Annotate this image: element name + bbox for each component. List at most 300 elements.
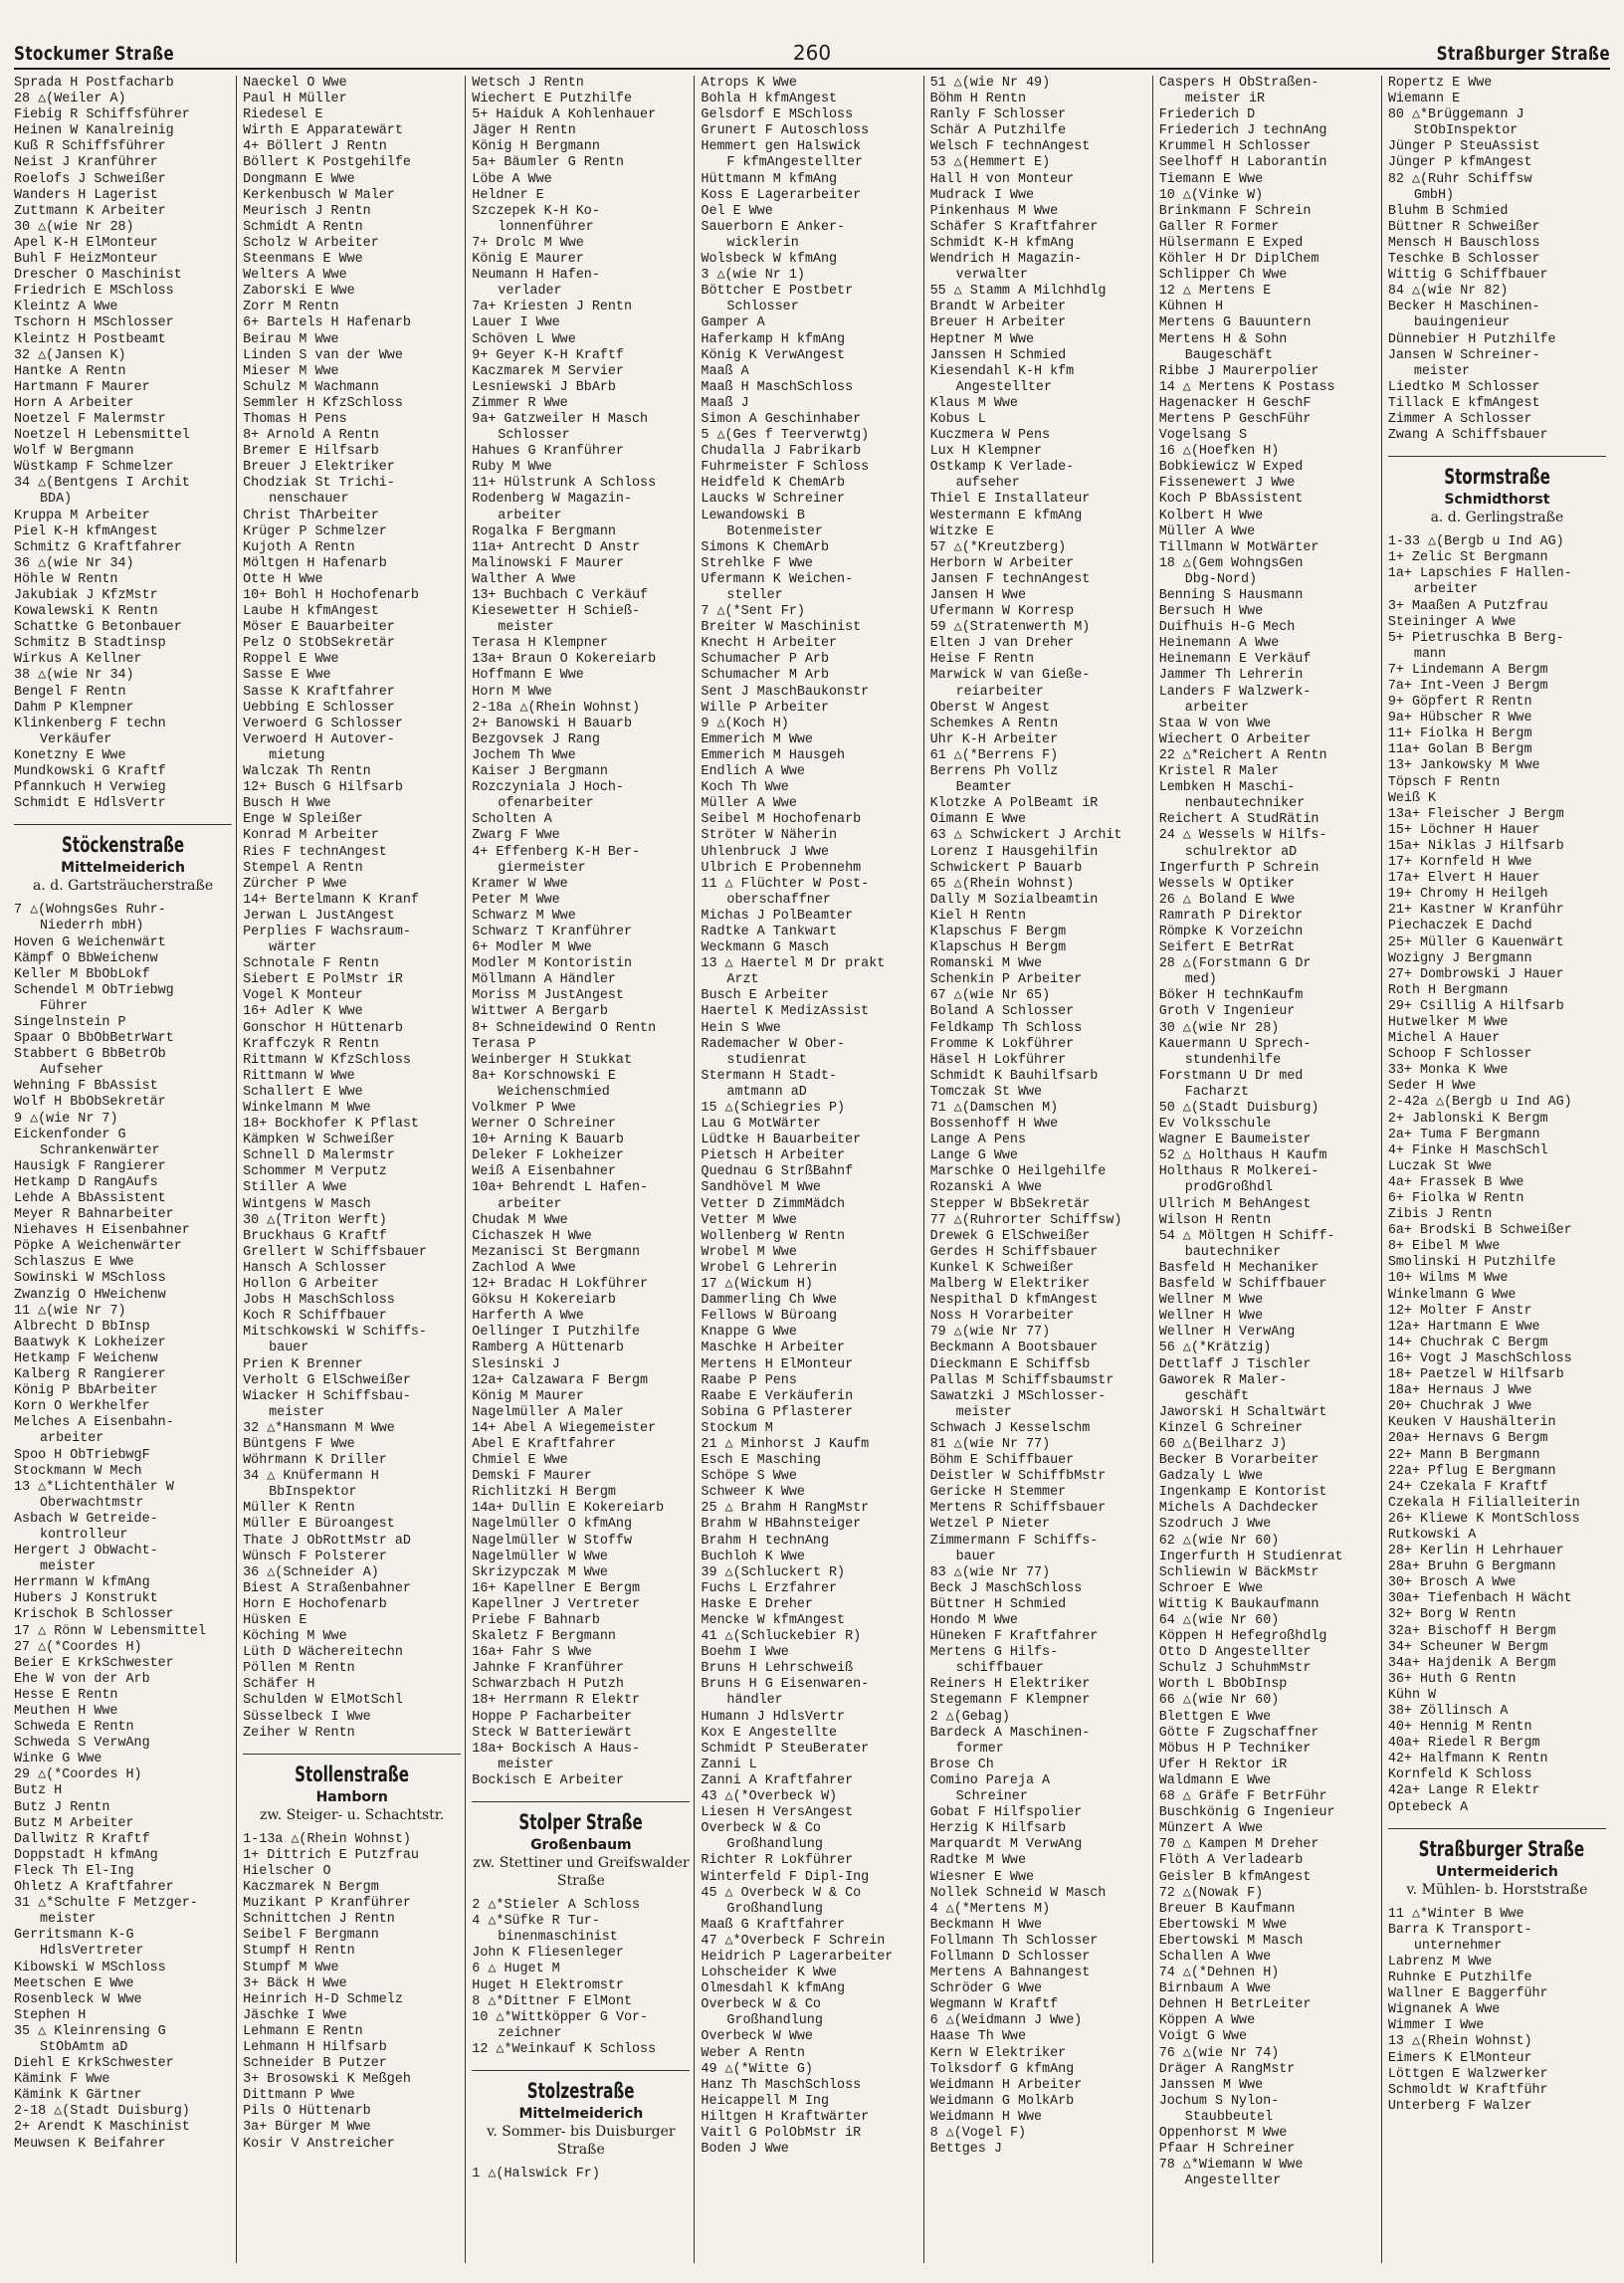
directory-entry: Heinemann E Verkäuf: [1158, 652, 1312, 668]
directory-entry: Heptner M Wwe: [929, 331, 1035, 347]
directory-entry: 4+ Effenberg K-H Ber-: [472, 844, 641, 860]
directory-entry: Hondo M Wwe: [929, 1613, 1018, 1628]
directory-entry: 53 △(Hemmert E): [929, 155, 1051, 171]
directory-entry: Schmidt K-H kfmAng: [929, 235, 1075, 251]
directory-entry: Kinzel G Schreiner: [1158, 1420, 1304, 1436]
directory-entry: Wirkus A Kellner: [14, 652, 142, 668]
directory-entry: 12+ Bradac H Lokführer: [472, 1277, 649, 1293]
directory-entry: Michas J PolBeamter: [701, 908, 854, 924]
directory-entry: Feldkamp Th Schloss: [929, 1020, 1083, 1036]
directory-entry: Fleck Th El-Ing: [14, 1863, 134, 1879]
directory-entry: Atrops K Wwe: [701, 76, 797, 91]
directory-entry: Großhandlung: [726, 1837, 823, 1853]
directory-entry: Münzert A Wwe: [1158, 1821, 1264, 1837]
directory-entry: Stephen H: [14, 2007, 87, 2023]
directory-entry: Hergert J ObWacht-: [14, 1544, 158, 1559]
street-section-header: [472, 2070, 690, 2159]
directory-entry: 7+ Lindemann A Bergm: [1387, 662, 1548, 678]
directory-entry: Schmoldt W Kraftführ: [1387, 2082, 1548, 2098]
directory-entry: 7 △(*Sent Fr): [701, 604, 805, 620]
directory-entry: 21+ Kastner W Kranführ: [1387, 903, 1564, 919]
directory-entry: Möbus H P Techniker: [1158, 1741, 1312, 1757]
directory-entry: Deistler W SchiffbMstr: [929, 1469, 1107, 1485]
directory-entry: Zorr M Rentn: [243, 300, 339, 315]
directory-entry: steller: [726, 588, 783, 603]
directory-entry: Hiltgen H Kraftwärter: [701, 2109, 870, 2125]
directory-entry: Hüttmann M kfmAng: [701, 171, 838, 187]
directory-entry: Albrecht D BbInsp: [14, 1319, 150, 1335]
directory-entry: Köppen A Wwe: [1158, 2013, 1256, 2029]
directory-entry: wicklerin: [726, 235, 799, 251]
directory-entry: Christ ThArbeiter: [243, 508, 379, 523]
directory-entry: Ufermann K Weichen-: [701, 571, 854, 587]
directory-entry: 2-18 △(Stadt Duisburg): [14, 2104, 190, 2120]
directory-entry: Dbg-Nord): [1184, 571, 1258, 587]
directory-entry: 14a+ Dullin E Kokereiarb: [472, 1501, 665, 1517]
directory-entry: Luczak St Wwe: [1387, 1158, 1493, 1174]
directory-entry: Seelhoff H Laborantin: [1158, 155, 1327, 171]
directory-entry: 34 △ Knüfermann H: [243, 1469, 379, 1485]
directory-entry: Heidfeld K ChemArb: [701, 476, 846, 492]
directory-entry: Benning S Hausmann: [1158, 588, 1304, 603]
directory-entry: Bockisch E Arbeiter: [472, 1772, 624, 1788]
directory-entry: Mertens H ElMonteur: [701, 1356, 854, 1372]
street-section-header: [14, 824, 232, 895]
directory-entry: Prien K Brenner: [243, 1356, 363, 1372]
directory-entry: Kern W Elektriker: [929, 2045, 1067, 2061]
directory-entry: Jünger P SteuAssist: [1387, 139, 1540, 155]
directory-entry: Paul H Müller: [243, 92, 347, 107]
directory-entry: 62 △(wie Nr 60): [1158, 1533, 1280, 1549]
directory-entry: Büttner H Schmied: [929, 1596, 1067, 1612]
directory-entry: Chudalla J Fabrikarb: [701, 444, 862, 460]
directory-entry: Schemkes A Rentn: [929, 716, 1059, 731]
directory-entry: Heinen W Kanalreinig: [14, 123, 174, 139]
directory-entry: Fuchs L Erzfahrer: [701, 1580, 838, 1596]
directory-entry: Ramberg A Hüttenarb: [472, 1341, 624, 1356]
directory-entry: verlader: [498, 284, 562, 300]
directory-entry: Peter M Wwe: [472, 892, 560, 908]
directory-entry: Pelz O StObSekretär: [243, 636, 395, 652]
directory-entry: Hahues G Kranführer: [472, 444, 624, 460]
directory-entry: Szodruch J Wwe: [1158, 1517, 1272, 1533]
directory-entry: Radtke A Tankwart: [701, 924, 838, 939]
directory-entry: 8+ Eibel M Wwe: [1387, 1239, 1501, 1255]
directory-entry: Oellinger I Putzhilfe: [472, 1325, 641, 1341]
directory-entry: Pinkenhaus M Wwe: [929, 203, 1059, 219]
directory-entry: Simons K ChemArb: [701, 539, 829, 555]
directory-entry: Heise F Rentn: [929, 652, 1035, 668]
directory-entry: 12a+ Hartmann E Wwe: [1387, 1319, 1540, 1335]
directory-entry: Rademacher W Ober-: [701, 1036, 846, 1052]
directory-entry: Ullrich M BehAngest: [1158, 1196, 1312, 1212]
directory-entry: 1 △(Halswick Fr): [472, 2166, 600, 2181]
directory-entry: Zuttmann K Arbeiter: [14, 203, 166, 219]
directory-entry: Grellert W Schiffsbauer: [243, 1244, 427, 1260]
directory-entry: Hülsermann E Exped: [1158, 235, 1304, 251]
directory-entry: 26 △ Boland E Wwe: [1158, 892, 1296, 908]
directory-entry: Demski F Maurer: [472, 1469, 592, 1485]
directory-entry: Geisler B kfmAngest: [1158, 1869, 1312, 1885]
directory-entry: Böhm H Rentn: [929, 92, 1026, 107]
directory-entry: Lau G MotWärter: [701, 1117, 821, 1133]
directory-entry: 34+ Scheuner W Bergm: [1387, 1639, 1548, 1655]
column-2: [236, 76, 465, 2263]
directory-entry: 18+ Bockhofer K Pflast: [243, 1117, 419, 1133]
directory-entry: Piechaczek E Dachd: [1387, 919, 1532, 934]
directory-entry: Herrmann W kfmAng: [14, 1575, 150, 1591]
directory-entry: Groth V Ingenieur: [1158, 1004, 1296, 1020]
directory-entry: 5 △(Ges f Teerverwtg): [701, 428, 870, 444]
directory-entry: Waldmann E Wwe: [1158, 1772, 1272, 1788]
directory-entry: Zimmermann F Schiffs-: [929, 1533, 1099, 1549]
directory-entry: Bruns H Lehrschweiß: [701, 1661, 854, 1677]
directory-entry: 10+ Bohl H Hochofenarb: [243, 588, 419, 603]
directory-entry: Sandhövel M Wwe: [701, 1180, 821, 1196]
directory-entry: Mertens A Bahnangest: [929, 1966, 1091, 1981]
directory-entry: Sasse E Wwe: [243, 668, 331, 684]
directory-entry: Baatwyk K Lokheizer: [14, 1335, 166, 1350]
directory-entry: Bersuch H Wwe: [1158, 604, 1264, 620]
directory-entry: Weckmann G Masch: [701, 940, 829, 956]
directory-entry: Stermann H Stadt-: [701, 1068, 838, 1084]
directory-entry: bauingenieur: [1413, 315, 1511, 331]
directory-entry: Lembken H Maschi-: [1158, 780, 1296, 796]
directory-entry: Tillmann W MotWärter: [1158, 539, 1320, 555]
directory-entry: 18a+ Hernaus J Wwe: [1387, 1383, 1532, 1399]
directory-entry: 78 △*Wiemann W Wwe: [1158, 2158, 1304, 2174]
directory-entry: Radtke M Wwe: [929, 1853, 1026, 1869]
directory-entry: schulrektor aD: [1184, 844, 1298, 860]
directory-entry: Koch P BbAssistent: [1158, 492, 1304, 508]
directory-entry: 13 △ Haertel M Dr prakt: [701, 956, 886, 972]
directory-entry: 30 △(wie Nr 28): [14, 219, 134, 235]
directory-entry: Schulz J SchuhmMstr: [1158, 1661, 1312, 1677]
directory-entry: Ingerfurth H Studienrat: [1158, 1549, 1343, 1564]
street-name: Straßburger Straße: [1418, 1836, 1584, 1861]
directory-entry: 12 △ Mertens E: [1158, 284, 1272, 300]
directory-entry: Boehm I Wwe: [701, 1645, 789, 1661]
directory-entry: 79 △(wie Nr 77): [929, 1325, 1051, 1341]
directory-entry: Brahm W HBahnsteiger: [701, 1517, 862, 1533]
directory-entry: Bluhm B Schmied: [1387, 203, 1509, 219]
directory-entry: Schweer K Wwe: [701, 1485, 805, 1501]
directory-entry: Optebeck A: [1387, 1799, 1469, 1815]
directory-entry: 11 △ Flüchter W Post-: [701, 876, 870, 892]
directory-entry: Pfaar H Schreiner: [1158, 2142, 1296, 2158]
directory-entry: Berrens Ph Vollz: [929, 764, 1059, 780]
directory-entry: Roppel E Wwe: [243, 652, 339, 668]
directory-entry: Arzt: [726, 972, 759, 988]
directory-entry: 72 △(Nowak F): [1158, 1885, 1264, 1901]
directory-entry: reiarbeiter: [955, 684, 1044, 700]
directory-entry: Skrizypczak M Wwe: [472, 1564, 608, 1580]
directory-entry: Lorenz I Hausgehilfin: [929, 844, 1099, 860]
directory-entry: Schäfer S Kraftfahrer: [929, 219, 1099, 235]
directory-entry: Oberst W Angest: [929, 700, 1051, 716]
directory-entry: Nagelmüller W Stoffw: [472, 1533, 632, 1549]
directory-entry: Klotzke A PolBeamt iR: [929, 796, 1099, 812]
directory-entry: 2-42a △(Bergb u Ind AG): [1387, 1095, 1572, 1111]
directory-entry: 12a+ Calzawara F Bergm: [472, 1372, 649, 1388]
directory-entry: Staubbeutel: [1184, 2109, 1274, 2125]
directory-entry: Horn M Wwe: [472, 684, 552, 700]
directory-entry: Konrad M Arbeiter: [243, 828, 379, 844]
directory-entry: Stepper W BbSekretär: [929, 1196, 1091, 1212]
directory-entry: HdlsVertreter: [40, 1944, 144, 1960]
directory-entry: Gamper A: [701, 315, 765, 331]
directory-entry: 10 △(Vinke W): [1158, 187, 1264, 203]
directory-entry: Verwoerd H Autover-: [243, 731, 395, 747]
directory-entry: Wittwer A Bergarb: [472, 1004, 608, 1020]
directory-entry: Kühnen H: [1158, 300, 1223, 315]
directory-entry: 5a+ Bäumler G Rentn: [472, 155, 624, 171]
directory-entry: Lange A Pens: [929, 1133, 1026, 1148]
directory-entry: 13a+ Fleischer J Bergm: [1387, 806, 1564, 822]
directory-entry: Comino Pareja A: [929, 1772, 1051, 1788]
directory-entry: Buchloh K Wwe: [701, 1549, 805, 1564]
directory-entry: Wüstkamp F Schmelzer: [14, 460, 174, 476]
directory-entry: Jansen H Wwe: [929, 588, 1026, 603]
directory-entry: meister: [1413, 363, 1471, 379]
directory-entry: Marschke O Heilgehilfe: [929, 1164, 1107, 1180]
directory-entry: Overbeck W Wwe: [701, 2029, 813, 2045]
directory-entry: 11+ Hülstrunk A Schloss: [472, 476, 657, 492]
directory-entry: nenbautechniker: [1184, 796, 1306, 812]
directory-entry: Mezanisci St Bergmann: [472, 1244, 641, 1260]
directory-entry: Kunkel K Schweißer: [929, 1260, 1075, 1276]
directory-entry: Schmidt E HdlsVertr: [14, 796, 166, 812]
directory-entry: ofenarbeiter: [498, 796, 594, 812]
directory-entry: Ramrath P Direktor: [1158, 908, 1304, 924]
directory-entry: meister: [498, 1757, 554, 1772]
directory-entry: 2 △(Gebag): [929, 1709, 1010, 1725]
directory-entry: Modler M Kontoristin: [472, 956, 632, 972]
directory-entry: 80 △*Brüggemann J: [1387, 107, 1524, 123]
directory-entry: Fissenewert J Wwe: [1158, 476, 1296, 492]
directory-entry: Nagelmüller A Maler: [472, 1404, 624, 1420]
column-7: [1381, 76, 1610, 2263]
directory-entry: Jobs H MaschSchloss: [243, 1293, 395, 1309]
directory-entry: Kowalewski K Rentn: [14, 604, 158, 620]
directory-entry: Knecht H Arbeiter: [701, 636, 838, 652]
directory-entry: Reiners H Elektriker: [929, 1677, 1091, 1693]
directory-entry: 28a+ Bruhn G Bergmann: [1387, 1559, 1556, 1575]
directory-entry: Schulz M Wachmann: [243, 379, 379, 395]
directory-entry: mietung: [269, 747, 325, 763]
directory-entry: Sawatzki J MSchlosser-: [929, 1388, 1107, 1404]
directory-entry: Kruppa M Arbeiter: [14, 508, 150, 523]
street-name: Stolper Straße: [518, 1810, 644, 1835]
directory-entry: Stumpf M Wwe: [243, 1960, 339, 1975]
directory-entry: Jäger H Rentn: [472, 123, 576, 139]
street-range: a. d. Gerlingstraße: [1430, 510, 1564, 526]
directory-entry: Wille P Arbeiter: [701, 700, 829, 716]
directory-entry: 17 △ Rönn W Lebensmittel: [14, 1623, 206, 1639]
directory-entry: Klaus M Wwe: [929, 395, 1018, 411]
directory-entry: Wittig K Baukaufmann: [1158, 1596, 1320, 1612]
directory-entry: Nollek Schneid W Masch: [929, 1885, 1107, 1901]
directory-entry: 66 △(wie Nr 60): [1158, 1693, 1280, 1709]
directory-entry: Neumann H Hafen-: [472, 268, 600, 284]
directory-entry: 4 △(*Mertens M): [929, 1901, 1051, 1917]
directory-entry: Laube H kfmAngest: [243, 604, 379, 620]
directory-entry: Sobina G Pflasterer: [701, 1404, 854, 1420]
directory-entry: Schendel M ObTriebwg: [14, 982, 174, 998]
directory-entry: giermeister: [498, 860, 586, 876]
directory-entry: Schröder G Wwe: [929, 1981, 1043, 1997]
directory-entry: 71 △(Damschen M): [929, 1101, 1059, 1116]
directory-entry: Asbach W Getreide-: [14, 1511, 158, 1527]
directory-entry: 43 △(*Overbeck W): [701, 1789, 838, 1805]
directory-entry: Dallwitz R Kraftf: [14, 1831, 150, 1847]
directory-entry: Gelsdorf E MSchloss: [701, 107, 854, 123]
directory-entry: 4 △*Süfke R Tur-: [472, 1914, 600, 1930]
directory-entry: Wetzel P Nieter: [929, 1517, 1051, 1533]
directory-entry: Schmidt A Rentn: [243, 219, 363, 235]
directory-entry: 52 △ Holthaus H Kaufm: [1158, 1148, 1327, 1164]
directory-entry: Beamter: [955, 780, 1012, 796]
directory-entry: 18 △(Gem WohngsGen: [1158, 555, 1304, 571]
directory-entry: Olmesdahl K kfmAng: [701, 1981, 846, 1997]
directory-entry: Harferth A Wwe: [472, 1309, 584, 1325]
directory-entry: 30 △(Triton Werft): [243, 1212, 387, 1228]
directory-entry: Simon A Geschinhaber: [701, 411, 862, 427]
directory-entry: Friederich D: [1158, 107, 1256, 123]
directory-entry: Mertens H & Sohn: [1158, 331, 1288, 347]
directory-entry: 30a+ Tiefenbach H Wächt: [1387, 1591, 1572, 1607]
directory-entry: Zimmer R Wwe: [472, 395, 568, 411]
directory-entry: 28 △(Forstmann G Dr: [1158, 956, 1312, 972]
directory-entry: Jammer Th Lehrerin: [1158, 668, 1304, 684]
directory-entry: Koch Th Wwe: [701, 780, 789, 796]
directory-entry: 38+ Zöllinsch A: [1387, 1704, 1509, 1719]
directory-entry: Knappe G Wwe: [701, 1325, 797, 1341]
directory-entry: Unterberg F Walzer: [1387, 2098, 1532, 2114]
directory-entry: Müller K Rentn: [243, 1501, 355, 1517]
directory-entry: 16+ Vogt J MaschSchloss: [1387, 1350, 1572, 1366]
directory-entry: 11+ Fiolka H Bergm: [1387, 726, 1532, 742]
directory-entry: 9 △(Koch H): [701, 716, 789, 731]
directory-entry: Terasa P: [472, 1036, 536, 1052]
directory-entry: Maaß A: [701, 363, 749, 379]
directory-entry: 24+ Czekala F Kraftf: [1387, 1479, 1548, 1495]
directory-entry: Jochum S Nylon-: [1158, 2093, 1280, 2109]
directory-entry: Winke G Wwe: [14, 1752, 102, 1767]
directory-entry: händler: [726, 1693, 783, 1709]
directory-entry: Weiß K: [1387, 790, 1437, 806]
directory-entry: Schroer E Wwe: [1158, 1580, 1264, 1596]
directory-entry: Scholten A: [472, 812, 552, 828]
directory-entry: Möltgen H Hafenarb: [243, 555, 387, 571]
directory-entry: Stempel A Rentn: [243, 860, 363, 876]
directory-entry: 25+ Müller G Kauenwärt: [1387, 934, 1564, 950]
directory-entry: Schommer M Verputz: [243, 1164, 387, 1180]
directory-entry: Becker B Vorarbeiter: [1158, 1453, 1320, 1469]
directory-entry: Beck J MaschSchloss: [929, 1580, 1083, 1596]
directory-entry: Seifert E BetrRat: [1158, 940, 1296, 956]
directory-entry: Busch H Wwe: [243, 796, 331, 812]
directory-entry: Dieckmann E Schiffsb: [929, 1356, 1091, 1372]
directory-entry: 18a+ Bockisch A Haus-: [472, 1741, 641, 1757]
directory-entry: Bruckhaus G Kraftf: [243, 1228, 387, 1244]
directory-entry: Dammerling Ch Wwe: [701, 1293, 838, 1309]
directory-entry: Mertens R Schiffsbauer: [929, 1501, 1107, 1517]
directory-entry: Koss E Lagerarbeiter: [701, 187, 862, 203]
directory-columns: [14, 76, 1610, 2263]
directory-entry: kontrolleur: [40, 1527, 128, 1543]
directory-entry: Wintgens W Masch: [243, 1196, 371, 1212]
directory-entry: 1-13a △(Rhein Wohnst): [243, 1831, 411, 1847]
directory-entry: Butz J Rentn: [14, 1799, 110, 1815]
directory-entry: 9+ Geyer K-H Kraftf: [472, 347, 624, 363]
directory-entry: Schliewin W BäckMstr: [1158, 1564, 1320, 1580]
directory-entry: Kolbert H Wwe: [1158, 508, 1264, 523]
directory-entry: 3a+ Bürger M Wwe: [243, 2120, 371, 2136]
directory-entry: Meetschen E Wwe: [14, 1975, 134, 1991]
directory-entry: 50 △(Stadt Duisburg): [1158, 1101, 1320, 1116]
directory-entry: Wiechert O Arbeiter: [1158, 731, 1312, 747]
directory-entry: 51 △(wie Nr 49): [929, 76, 1051, 91]
column-5: [923, 76, 1152, 2263]
directory-entry: Winterfeld F Dipl-Ing: [701, 1869, 870, 1885]
directory-entry: Ruhnke E Putzhilfe: [1387, 1971, 1532, 1986]
directory-entry: 24 △ Wessels W Hilfs-: [1158, 828, 1327, 844]
directory-entry: 5+ Haiduk A Kohlenhauer: [472, 107, 657, 123]
directory-entry: Hetkamp F Weichenw: [14, 1350, 158, 1366]
directory-entry: 3 △(wie Nr 1): [701, 268, 805, 284]
directory-entry: Ev Volksschule: [1158, 1117, 1272, 1133]
directory-entry: Basfeld W Schiffbauer: [1158, 1277, 1327, 1293]
directory-entry: Schwarz T Kranführer: [472, 924, 632, 939]
directory-entry: Hall H von Monteur: [929, 171, 1075, 187]
directory-entry: Krüger P Schmelzer: [243, 523, 387, 539]
directory-entry: Keuken V Haushälterin: [1387, 1415, 1556, 1431]
directory-entry: Esch E Masching: [701, 1453, 821, 1469]
directory-entry: Wittig G Schiffbauer: [1387, 268, 1548, 284]
directory-entry: Schneider B Putzer: [243, 2056, 387, 2072]
directory-entry: Elten J van Dreher: [929, 636, 1075, 652]
directory-entry: 10a+ Behrendt L Hafen-: [472, 1180, 649, 1196]
directory-entry: Kraffczyk R Rentn: [243, 1036, 379, 1052]
directory-entry: 9+ Göpfert R Rentn: [1387, 695, 1532, 711]
directory-entry: 55 △ Stamm A Milchhdlg: [929, 284, 1107, 300]
street-name: Stormstraße: [1444, 465, 1550, 490]
directory-entry: Kämink F Wwe: [14, 2072, 110, 2088]
directory-entry: zeichner: [498, 2025, 562, 2041]
directory-entry: med): [1184, 972, 1217, 988]
directory-entry: Wellner H VerwAng: [1158, 1325, 1296, 1341]
directory-entry: Strehlke F Wwe: [701, 555, 813, 571]
directory-entry: Rittmann W Wwe: [243, 1068, 355, 1084]
directory-entry: 2+ Arendt K Maschinist: [14, 2120, 190, 2136]
directory-entry: Lehde A BbAssistent: [14, 1191, 166, 1206]
directory-entry: Schrankenwärter: [40, 1142, 160, 1158]
directory-entry: Overbeck W & Co: [701, 1821, 821, 1837]
district-name: Hamborn: [315, 1788, 388, 1805]
directory-entry: Deleker F Lokheizer: [472, 1148, 624, 1164]
directory-entry: Schmidt P SteuBerater: [701, 1741, 870, 1757]
directory-entry: Fellows W Büroang: [701, 1309, 838, 1325]
directory-entry: 76 △(wie Nr 74): [1158, 2045, 1280, 2061]
directory-entry: Hemmert gen Halswick: [701, 139, 862, 155]
directory-entry: 60 △(Beilharz J): [1158, 1436, 1288, 1452]
directory-entry: Ingenkamp E Kontorist: [1158, 1485, 1327, 1501]
directory-entry: 42+ Halfmann K Rentn: [1387, 1752, 1548, 1767]
directory-entry: Tillack E kfmAngest: [1387, 395, 1540, 411]
directory-entry: Hielscher O: [243, 1863, 331, 1879]
directory-entry: Meyer R Bahnarbeiter: [14, 1207, 174, 1223]
